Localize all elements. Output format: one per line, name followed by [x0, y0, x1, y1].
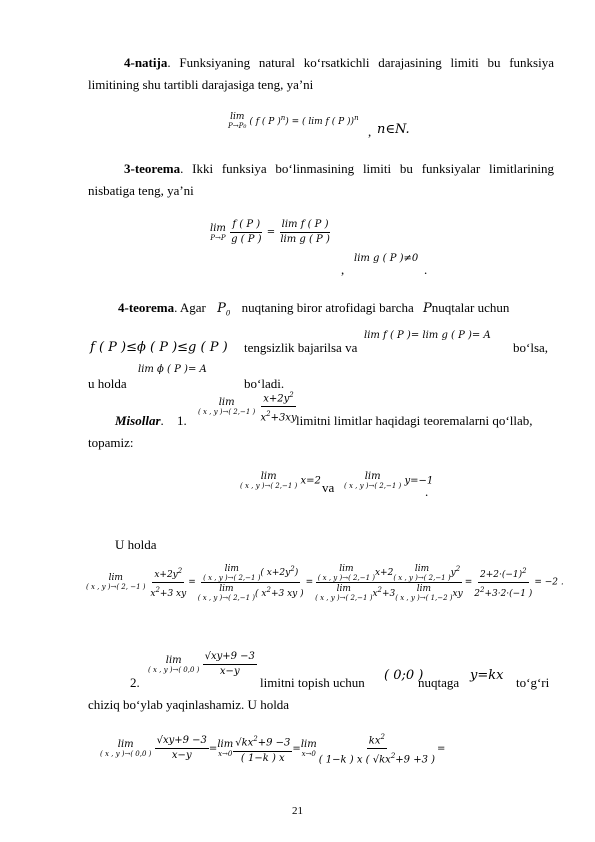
paragraph-text: nuqtalar uchun: [431, 300, 510, 315]
paragraph-text: [260, 672, 365, 694]
fraction: [229, 218, 263, 247]
inequality-text: f ( P )≤ϕ ( P )≤g ( P ): [90, 340, 228, 355]
period: .: [425, 484, 429, 499]
lim-subscript: x→0: [218, 749, 233, 758]
paragraph-4-teorema: [88, 297, 554, 325]
fraction: $\frac{x+2y^2}{x^2+3xy}$: [258, 388, 298, 426]
lim-operator: [86, 573, 146, 591]
denominator: x: [260, 412, 267, 424]
paragraph-text: bo‘lsa,: [513, 340, 549, 355]
formula-part: ) = ( lim f ( P )): [285, 117, 355, 127]
lim-operator: [240, 472, 297, 490]
lim-label: lim: [165, 654, 182, 666]
paragraph-text: . Agar: [174, 300, 206, 315]
fraction: lim ( x , y )→( 2,−1 ) ( $x+2y^2$) lim ( x , y )→( 2,−1 ) ( $x^2+3$ xy ): [197, 563, 304, 602]
lim-operator: [100, 740, 151, 758]
numerator: x+2: [374, 568, 394, 578]
lim-label: lim: [416, 584, 432, 594]
paren: ): [294, 568, 299, 578]
lim-subscript: P→P: [210, 233, 226, 242]
numerator: 2+2·(−1): [479, 569, 523, 580]
fraction: lim ( x , y )→( 2,−1 ) x+2 lim ( x , y )→( 2,−1 ) $y^2$ lim ( x , y )→( 2,−1 ) $x^2+3$ lim ( x , y )→( 1,−2 ) xy: [315, 563, 463, 602]
paragraph-text: [88, 432, 134, 454]
paragraph-text: nuqtaga: [418, 675, 460, 690]
lim-subscript: ( x , y )→( 2,−1 ): [197, 594, 256, 602]
numerator: ( x+2y: [260, 568, 291, 578]
formula-quotient-limit: [210, 218, 332, 247]
example2-computation: lim ( x , y )→( 0,0 ) $\frac{√xy+9 -3}{x-y}$ = lim x→0 $\frac{√kx^2+9 -3}{( 1-k ) x}$ = lim x→0 $\frac{kx^2}{( 1-k ) x ( √kx^2+9 +3 )}$ =: [100, 730, 445, 768]
fraction: [278, 218, 332, 247]
lim-subscript: ( x , y )→( 2, −1 ): [86, 583, 146, 591]
paragraph-text: . Ikki funksiya bo‘linmasining limiti bu funksiyalar limitlarining: [180, 161, 554, 176]
lim-subscript: ( x , y )→( 0,0 ): [100, 749, 152, 758]
equality-text: lim ϕ ( P )= A: [138, 364, 207, 375]
exponent: n: [354, 114, 359, 122]
line-equation: [470, 668, 503, 683]
lim-subscript: ( x , y )→( 2,−1 ): [317, 573, 375, 582]
word-va: va: [322, 480, 335, 495]
paragraph-text: chiziq bo‘ylab yaqinlashamiz. U holda: [88, 697, 290, 712]
limit-equality: [364, 330, 491, 341]
fraction: [203, 650, 257, 679]
paragraph-text: nisbatiga teng, ya’ni: [88, 183, 194, 198]
example2-limit: [148, 650, 257, 679]
denominator: g ( P ): [231, 234, 262, 245]
lim-operator: [301, 740, 317, 758]
denominator: x: [150, 588, 156, 599]
fraction: $\frac{√kx^2+9 -3}{( 1-k ) x}$: [233, 732, 292, 765]
paragraph-3-teorema: [88, 158, 554, 180]
formula-power-limit: [228, 112, 359, 131]
denominator: x−y: [219, 666, 240, 677]
denominator: ( 1−k ) x: [240, 752, 285, 764]
period: .: [424, 262, 428, 277]
formula-dot: [425, 484, 428, 500]
lim-subscript: ( x , y )→( 1,−2 ): [395, 594, 453, 602]
paragraph-text: topamiz:: [88, 435, 134, 450]
lim-operator: [228, 112, 246, 131]
lim-label: lim: [217, 738, 234, 750]
lim-label: lim: [260, 471, 277, 482]
paragraph-text: limitining shu tartibli darajasiga teng, ya’ni: [88, 77, 314, 92]
lim-label: lim: [339, 563, 354, 574]
formula-condition: [354, 253, 418, 264]
fraction: $\frac{x+2y^2}{x^2+3 xy}$: [148, 564, 188, 601]
lim-subscript: ( x , y )→( 2,−1 ): [315, 594, 373, 602]
lim-label: lim: [219, 584, 234, 594]
inequality: [90, 340, 228, 355]
coordinate-limits: [344, 472, 433, 490]
lim-operator: [148, 656, 199, 674]
lim-subscript: ( x , y )→( 2,−1 ): [198, 407, 256, 416]
result: = −2 .: [534, 577, 564, 588]
lim-subscript: ( x , y )→( 2,−1 ): [203, 573, 261, 582]
lim-label: lim: [230, 112, 245, 122]
numerator: kx: [368, 735, 381, 747]
paragraph-text: [516, 672, 549, 694]
lim-operator: [344, 472, 401, 490]
lim-subscript: ( x , y )→( 2,−1 ): [393, 573, 451, 582]
denominator: lim g ( P ): [280, 234, 330, 245]
numerator: f ( P ): [230, 218, 262, 233]
denominator-part: +3 xy: [159, 588, 187, 599]
denominator-part: xy: [452, 588, 463, 599]
lim-label: lim: [210, 222, 226, 234]
denominator-part: +3xy: [270, 412, 297, 424]
denominator: x: [372, 588, 378, 599]
example-number: [130, 672, 140, 694]
lim-operator: [198, 398, 255, 416]
example-number: 2.: [130, 675, 140, 690]
paragraph-text: [296, 410, 532, 432]
result-heading: 4-natija: [124, 55, 168, 70]
formula-part: ( f ( P ): [249, 117, 281, 127]
conjunction: [322, 480, 334, 496]
lim-label: lim: [364, 471, 381, 482]
lim-label: lim: [218, 396, 235, 408]
lim-subscript: ( x , y )→( 2,−1 ): [344, 482, 402, 490]
point-symbol: P: [423, 301, 432, 316]
coordinate-limits: [240, 472, 321, 490]
denominator-part: +3: [381, 588, 396, 599]
denominator: ( x: [255, 588, 267, 599]
paragraph-text: [115, 534, 157, 556]
page-number: 21: [292, 805, 303, 817]
point-symbol: $P_0$: [217, 301, 231, 318]
formula-comma: [368, 124, 371, 140]
lim-label: lim: [300, 738, 317, 750]
paragraph-text: [88, 694, 289, 716]
lim-subscript-index: 0: [243, 124, 247, 130]
paragraph-text: bo‘ladi.: [244, 376, 285, 391]
limit-y: y=−1: [404, 475, 434, 487]
examples-heading: Misollar: [115, 413, 161, 428]
lim-operator: [210, 224, 226, 242]
formula-comma: [341, 262, 344, 278]
paragraph-text: u holda: [88, 376, 127, 391]
lim-operator: [217, 740, 233, 758]
condition-text: n∈N.: [377, 122, 410, 137]
paragraph-4-natija: [88, 52, 554, 74]
formula-condition: [377, 122, 410, 137]
numerator: x+2y: [154, 569, 178, 580]
paragraph-text: [88, 376, 127, 392]
denominator-part: +3·2·(−1 ): [484, 588, 533, 599]
limit-x: x=2: [300, 475, 321, 487]
paragraph-text: tengsizlik bajarilsa va: [244, 340, 358, 355]
period: .: [160, 413, 164, 428]
paragraph-text: [418, 672, 459, 694]
denominator: x−y: [171, 750, 192, 762]
paragraph-line: [88, 74, 313, 96]
equation-text: y=kx: [470, 668, 504, 683]
example1-limit: [198, 388, 299, 426]
numerator: √kx: [235, 737, 254, 749]
lim-label: lim: [414, 563, 430, 574]
equality-text: lim f ( P )= lim g ( P )= A: [364, 330, 491, 341]
lim-label: lim: [117, 738, 134, 750]
lim-subscript: P→P: [228, 122, 244, 130]
fraction: $\frac{2+2\cdot(-1)^2}{2^2+3\cdot 2\cdot(-1 )}$: [472, 564, 534, 601]
limit-phi: [138, 364, 207, 375]
point-text: ( 0;0 ): [384, 668, 424, 683]
equals-sign: =: [266, 227, 276, 238]
fraction: [155, 734, 209, 763]
lim-subscript: ( x , y )→( 0,0 ): [148, 665, 200, 674]
numerator-part: +9 −3: [257, 737, 291, 749]
paragraph-text: limitni limitlar haqidagi teoremalarni qo‘llab,: [296, 413, 533, 428]
numerator: √xy+9 −3: [155, 734, 209, 749]
denominator-part: +3 xy ): [270, 588, 304, 599]
paragraph-text: [513, 340, 548, 356]
numerator: √xy+9 −3: [203, 650, 257, 665]
comma: ,: [368, 124, 372, 139]
numerator-part: y: [450, 568, 456, 578]
denominator: ( 1−k ) x ( √kx: [318, 754, 391, 766]
denominator: 2: [474, 588, 480, 599]
lim-label: lim: [108, 573, 123, 583]
point-letter: P: [217, 301, 226, 316]
comma: ,: [341, 262, 345, 277]
condition-text: lim g ( P )≠0: [354, 253, 419, 264]
examples-line: [115, 410, 187, 432]
paragraph-text: U holda: [115, 537, 157, 552]
numerator: x+2y: [263, 393, 290, 405]
lim-subscript: x→0: [301, 749, 316, 758]
paragraph-line: [88, 180, 194, 202]
lim-label: lim: [336, 584, 351, 594]
lim-subscript: ( x , y )→( 2,−1 ): [240, 482, 298, 490]
paragraph-text: nuqtaning biror atrofidagi barcha: [241, 300, 414, 315]
paragraph-text: [244, 340, 357, 356]
formula-dot: [424, 262, 427, 278]
example1-computation: lim ( x , y )→( 2, −1 ) $\frac{x+2y^2}{x^2+3 xy}$ = lim ( x , y )→( 2,−1 ) ( $x+2y^2$) lim ( x , y )→( 2,−1 ) ( $x^2+3$ xy ) = lim ( x , y )→( 2,−1 ) x+2 lim ( x , y )→( 2,−1 ) $y^2$ lim ( x , y )→( 2,−1 ) $x^2+3$ lim ( x , y )→( 1,−2 ) xy = $\frac{2+2\cdot(-1)^2}{2^2+3\cdot 2\cdot(-1 )}$ = −2 .: [86, 563, 564, 602]
example-number: 1.: [177, 413, 187, 428]
denominator-part: +9 +3 ): [395, 754, 436, 766]
exponent: n: [280, 114, 286, 122]
numerator: lim f ( P ): [280, 218, 331, 233]
paragraph-text: to‘g‘ri: [516, 675, 550, 690]
theorem-heading: 3-teorema: [124, 161, 181, 176]
theorem-heading: 4-teorema: [118, 300, 175, 315]
paragraph-text: . Funksiyaning natural ko‘rsatkichli darajasining limiti bu funksiya: [167, 55, 554, 70]
lim-label: lim: [224, 563, 239, 574]
fraction: $\frac{kx^2}{( 1-k ) x ( √kx^2+9 +3 )}$: [317, 730, 437, 768]
paragraph-text: limitni topish uchun: [260, 675, 365, 690]
equals-sign: =: [437, 743, 446, 755]
